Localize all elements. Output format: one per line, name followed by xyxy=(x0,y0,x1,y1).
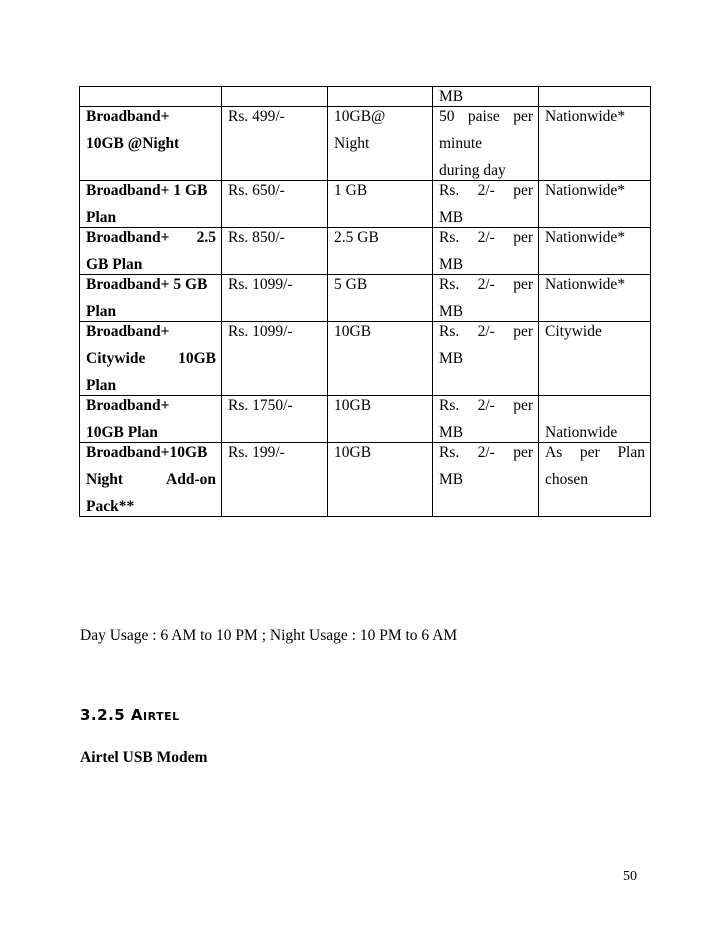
usage-limit-cell: 1 GB xyxy=(328,181,433,228)
rental-cell: Rs. 1099/- xyxy=(222,275,328,322)
table-cell xyxy=(433,87,539,107)
usage-limit-cell: 10GB xyxy=(328,396,433,443)
plan-name-cell: Broadband+ Citywide 10GB Plan xyxy=(80,322,222,396)
usage-limit-cell: 10GB@ Night xyxy=(328,107,433,181)
broadband-plans-table xyxy=(79,86,651,517)
table-row xyxy=(80,322,651,396)
table-row xyxy=(80,443,651,517)
page-number: 50 xyxy=(623,869,637,884)
usage-hours-note: Day Usage : 6 AM to 10 PM ; Night Usage : 10 PM to 6 AM xyxy=(80,627,458,644)
coverage-cell: Nationwide* xyxy=(539,275,651,322)
usage-limit-cell: 2.5 GB xyxy=(328,228,433,275)
rental-cell: Rs. 650/- xyxy=(222,181,328,228)
table-row xyxy=(80,396,651,443)
rental-cell: Rs. 850/- xyxy=(222,228,328,275)
plan-name-cell: Broadband+ 1 GB Plan xyxy=(80,181,222,228)
usage-charge-cell: Rs. 2/- per MB xyxy=(433,443,539,517)
coverage-cell: Nationwide xyxy=(539,396,651,443)
plan-name-cell: Broadband+ 10GB @Night xyxy=(80,107,222,181)
section-heading: 3.2.5 Airtel xyxy=(80,706,180,724)
rental-cell: Rs. 1750/- xyxy=(222,396,328,443)
rental-cell: Rs. 1099/- xyxy=(222,322,328,396)
rental-cell: Rs. 199/- xyxy=(222,443,328,517)
usage-charge-cell: Rs. 2/- per MB xyxy=(433,322,539,396)
plan-name-cell: Broadband+10GB Night Add-on Pack** xyxy=(80,443,222,517)
usage-charge-cell: 50 paise per minute during day xyxy=(433,107,539,181)
table-cell xyxy=(328,87,433,107)
coverage-cell: Citywide xyxy=(539,322,651,396)
table-row xyxy=(80,275,651,322)
table-row xyxy=(80,107,651,181)
plan-name-cell: Broadband+ 10GB Plan xyxy=(80,396,222,443)
table-row xyxy=(80,228,651,275)
coverage-cell: Nationwide* xyxy=(539,107,651,181)
usage-charge-cell: Rs. 2/- per MB xyxy=(433,396,539,443)
table-row xyxy=(80,181,651,228)
usage-charge-cell: Rs. 2/- per MB xyxy=(433,275,539,322)
table-cell xyxy=(80,87,222,107)
plan-name-cell: Broadband+ 2.5 GB Plan xyxy=(80,228,222,275)
usage-charge-continuation: MB xyxy=(439,88,464,105)
subsection-heading: Airtel USB Modem xyxy=(80,749,208,766)
plan-name-cell: Broadband+ 5 GB Plan xyxy=(80,275,222,322)
coverage-cell: As per Plan chosen xyxy=(539,443,651,517)
usage-limit-cell: 10GB xyxy=(328,443,433,517)
table-cell xyxy=(539,87,651,107)
usage-limit-cell: 5 GB xyxy=(328,275,433,322)
coverage-cell: Nationwide* xyxy=(539,181,651,228)
usage-limit-cell: 10GB xyxy=(328,322,433,396)
coverage-cell: Nationwide* xyxy=(539,228,651,275)
rental-cell: Rs. 499/- xyxy=(222,107,328,181)
usage-charge-cell: Rs. 2/- per MB xyxy=(433,228,539,275)
table-row xyxy=(80,87,651,107)
table-cell xyxy=(222,87,328,107)
usage-charge-cell: Rs. 2/- per MB xyxy=(433,181,539,228)
